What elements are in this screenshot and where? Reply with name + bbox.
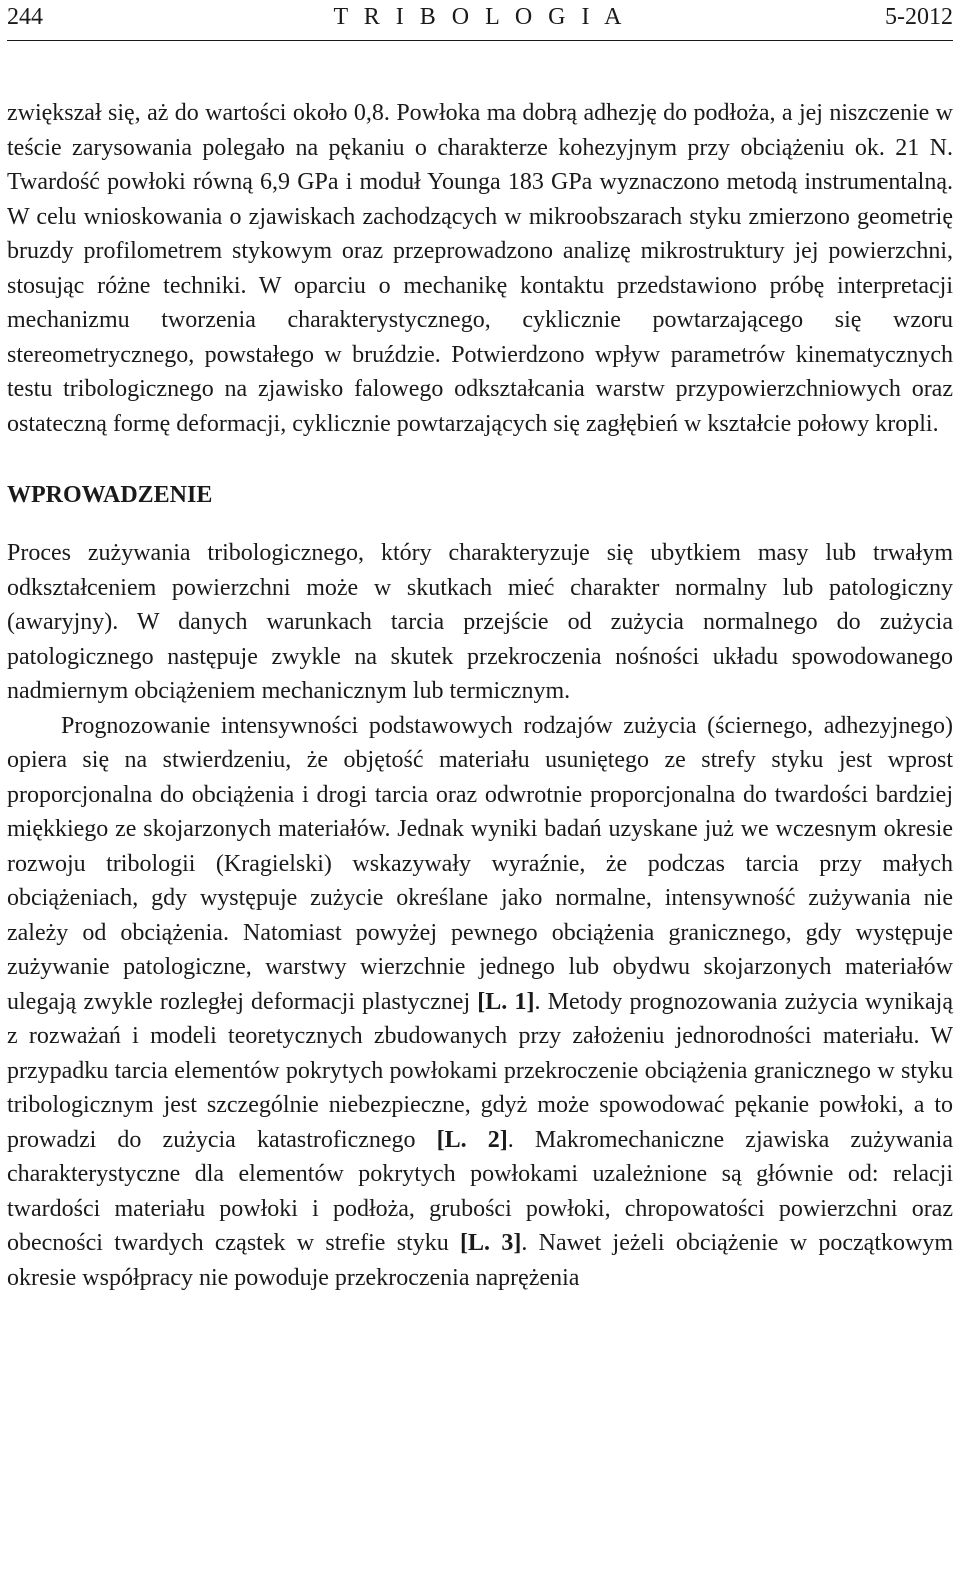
journal-title: T R I B O L O G I A <box>333 4 627 30</box>
abstract-continuation: zwiększał się, aż do wartości około 0,8. Powłoka ma dobrą adhezję do podłoża, a jej niszczenie w teście zarysowania polegało na pękaniu o charakterze kohezyjnym przy obciążeniu ok. 21 N. Twardość powłoki równą 6,9 GPa i moduł Younga 183 GPa wyznaczono metodą instrumentalną. W celu wnioskowania o zjawiskach zachodzących w mikroobszarach styku zmierzono geometrię bruzdy profilometrem stykowym oraz przeprowadzono analizę mikrostruktury jej powierzchni, stosując różne techniki. W oparciu o mechanikę kontaktu przedstawiono próbę interpretacji mechanizmu tworzenia charakterystycznego, cyklicznie powtarzającego się wzoru stereometrycznego, powstałego w bruździe. Potwierdzono wpływ parametrów kinematycznych testu tribologicznego na zjawisko falowego odkształcania warstw przypowierzchniowych oraz ostateczną formę deformacji, cyklicznie powtarzających się zagłębień w kształcie połowy kropli. <box>7 100 953 437</box>
intro-paragraph-2 <box>7 709 953 1296</box>
running-header <box>7 0 953 41</box>
intro-paragraph-1: Proces zużywania tribologicznego, który charakteryzuje się ubytkiem masy lub trwałym odkształceniem powierzchni może w skutkach mieć charakter normalny lub patologiczny (awaryjny). W danych warunkach tarcia przejście od zużycia normalnego do zużycia patologicznego następuje zwykle na skutek przekroczenia nośności układu spowodowanego nadmiernym obciążeniem mechanicznym lub termicznym. <box>7 540 953 704</box>
paragraph-text: . Metody prognozowania zużycia wynikają z rozważań i modeli teoretycznych zbudowanych przy założeniu jednorodności materiału. W przypadku tarcia elementów pokrytych powłokami przekroczenie obciążenia granicznego w styku tribologicznym jest szczególnie niebezpieczne, gdyż może spowodować pękanie powłoki, a to prowadzi do zużycia katastroficznego <box>7 988 954 1153</box>
reference-citation[interactable]: [L. 1] <box>477 988 535 1015</box>
paragraph-text: . Nawet jeżeli obciążenie w początkowym okresie współpracy nie powoduje przekroczenia naprężenia <box>7 1230 953 1291</box>
section-heading: WPROWADZENIE <box>7 482 213 508</box>
reference-citation[interactable]: [L. 2] <box>436 1126 508 1153</box>
reference-citation[interactable]: [L. 3] <box>460 1230 522 1256</box>
issue-number: 5-2012 <box>885 4 953 30</box>
paragraph-text: . Makromechaniczne zjawiska zużywania charakterystyczne dla elementów pokrytych powłokami uzależnione są głównie od: relacji twardości materiału powłoki i podłoża, grubości powłoki, chropowatości powierzchni oraz obecności twardych cząstek w strefie styku <box>7 1126 953 1256</box>
paragraph-text: Prognozowanie intensywności podstawowych rodzajów zużycia (ściernego, adhezyjnego) opiera się na stwierdzeniu, że objętość materiału usuniętego ze strefy styku jest wprost proporcjonalna do obciążenia i drogi tarcia oraz odwrotnie proporcjonalna do twardości bardziej miękkiego ze skojarzonych materiałów. Jednak wyniki badań uzyskane już we wczesnym okresie rozwoju tribologii (Kragielski) wskazywały wyraźnie, że podczas tarcia przy małych obciążeniach, gdy występuje zużycie określane jako normalne, intensywność zużywania nie zależy od obciążenia. Natomiast powyżej pewnego obciążenia granicznego, gdy występuje zużywanie patologiczne, warstwy wierzchnie jednego lub obydwu skojarzonych materiałów ulegają zwykle rozległej deformacji plastycznej <box>7 712 953 1015</box>
page-number: 244 <box>7 4 43 30</box>
